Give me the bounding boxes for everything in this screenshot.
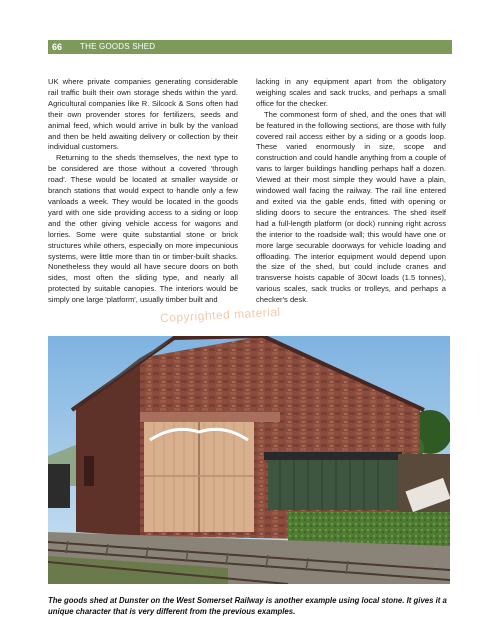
running-title: THE GOODS SHED (80, 42, 156, 51)
goods-shed-photo (48, 336, 450, 584)
paragraph: UK where private companies generating considerable rail traffic built their own storage sheds within the yard. Agricultural companies like R. Silcock & Sons often had their own provender stores for fertilizers, seeds and animal feed, which would arrive in bulk by the vanload and then be held awaiting delivery or collection by their individual customers. (48, 77, 238, 152)
shed-side-window (84, 456, 94, 486)
paragraph: Returning to the sheds themselves, the next type to be considered are those without a covered 'through road'. These would be located at smaller wayside or branch stations that would expect to handle only a few vanloads a week. They would be located in the goods yard with one side providing access to a siding or loop and the other giving vehicle access for wagons and lorries. Some were quite substantial stone or brick structures while others, especially on more impecunious systems, were little more than tin or timber-built shacks. Nonetheless they would all have secure doors on both sides, most often the sliding type, and nearly all protected by suitable canopies. The interiors would be simply one large 'platform', usually timber built and (48, 153, 238, 305)
photo-caption: The goods shed at Dunster on the West Somerset Railway is another example using local stone. It gives it a unique character that is very different from the previous examples. (48, 596, 447, 616)
paragraph: The commonest form of shed, and the ones that will be featured in the following sections, are those with fully covered rail access either by a siding or a goods loop. These varied enormously in size, scope and construction and could handle anything from a couple of vans to larger buildings handling perhaps half a dozen. Viewed at their most simple they would have a plain, windowed wall facing the railway. The rail line entered and exited via the gable ends, fitted with opening or sliding doors to secure the entrances. The shed itself had a full-length platform (or dock) running right across the interior to the roadside wall; this would have one or more large securable doorways for vehicle loading and offloading. The interior equipment would depend upon the size of the shed, but could include cranes and transverse hoists capable of 30cwt loads (1.5 tonnes), various scales, sack trucks or trolleys, and perhaps a checker's desk. (256, 109, 446, 305)
page-number: 66 (52, 42, 63, 52)
door-lintel (140, 412, 280, 422)
text-column-left (48, 77, 238, 306)
locomotive (48, 464, 70, 508)
paragraph: lacking in any equipment apart from the obligatory weighing scales and sack trucks, and perhaps a small office for the checker. (256, 77, 446, 108)
text-column-right (256, 77, 446, 306)
copyright-watermark: Copyrighted material (159, 304, 282, 326)
wagon-roof (264, 452, 402, 460)
